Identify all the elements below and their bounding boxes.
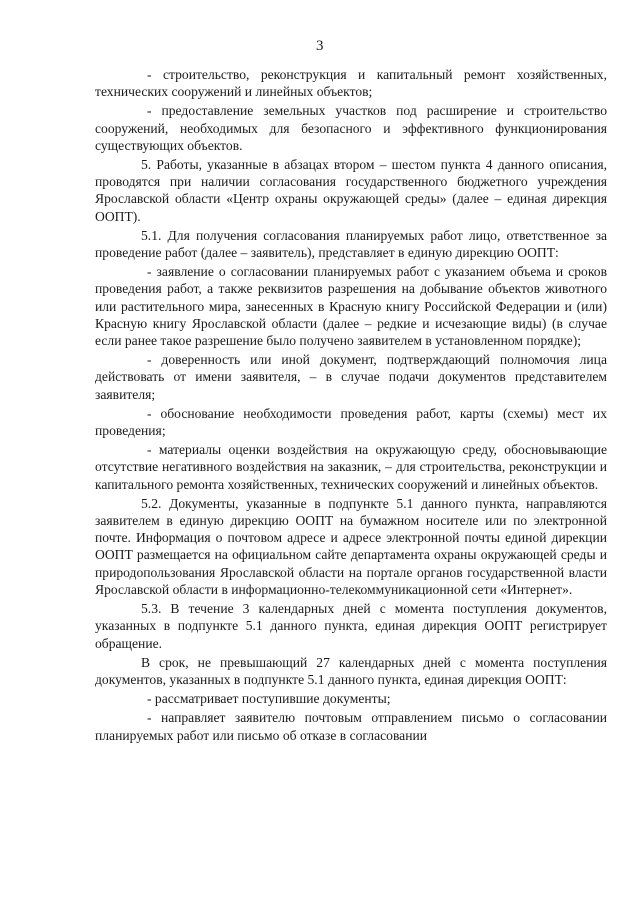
paragraph-reviews-documents: - рассматривает поступившие документы; [147,691,391,707]
paragraph-clause-5: 5. Работы, указанные в абзацах втором – шестом пункта 4 данного описания, проводятся при наличии согласования государственного бюджетного учреждения Ярославской области «Центр охраны окружающей среды» (далее – единая дирекция ООПТ). [95,157,607,224]
paragraph-construction: - строительство, реконструкция и капитальный ремонт хозяйственных, технических сооружений и линейных объектов; [95,67,607,100]
paragraph-justification: - обоснование необходимости проведения работ, карты (схемы) мест их проведения; [95,405,607,439]
paragraph-land-allocation: - предоставление земельных участков под расширение и строительство сооружений, необходимых для безопасного и эффективного функционирования существующих объектов. [95,103,607,153]
paragraph-power-of-attorney: - доверенность или иной документ, подтверждающий полномочия лица действовать от имени заявителя, – в случае подачи документов представителем заявителя; [95,352,607,402]
paragraph-impact-assessment: - материалы оценки воздействия на окружающую среду, обосновывающие отсутствие негативного воздействия на заказник, – для строительства, реконструкции и капитального ремонта хозяйственных, технических сооружений и линейных объектов. [95,442,607,492]
page-number: 3 [316,38,324,54]
paragraph-clause-5-3: 5.3. В течение 3 календарных дней с момента поступления документов, указанных в подпункте 5.1 данного пункта, единая дирекция ООПТ регистрирует обращение. [95,601,607,651]
paragraph-sends-letter: - направляет заявителю почтовым отправлением письмо о согласовании планируемых работ или письмо об отказе в согласовании [95,710,607,743]
paragraph-clause-5-2: 5.2. Документы, указанные в подпункте 5.1 данного пункта, направляются заявителем в единую дирекцию ООПТ на бумажном носителе или по электронной почте. Информация о почтовом адресе и адресе электронной почты единой дирекции ООПТ размещается на официальном сайте департамента охраны окружающей среды и природопользования Ярославской области на портале органов государственной власти Ярославской области в информационно-телекоммуникационной сети «Интернет». [95,495,607,597]
document-body [95,66,607,746]
paragraph-review-deadline: В срок, не превышающий 27 календарных дней с момента поступления документов, указанных в подпункте 5.1 данного пункта, единая дирекция ООПТ: [95,654,607,687]
paragraph-clause-5-1: 5.1. Для получения согласования планируемых работ лицо, ответственное за проведение работ (далее – заявитель), представляет в единую дирекцию ООПТ: [95,227,607,261]
paragraph-application: - заявление о согласовании планируемых работ с указанием объема и сроков проведения работ, а также реквизитов разрешения на добывание объектов животного или растительного мира, занесенных в Красную книгу Российской Федерации и (или) Красную книгу Ярославской области (далее – редкие и исчезающие виды) (в случае если ранее такое разрешение было получено заявителем в установленном порядке); [95,264,607,349]
